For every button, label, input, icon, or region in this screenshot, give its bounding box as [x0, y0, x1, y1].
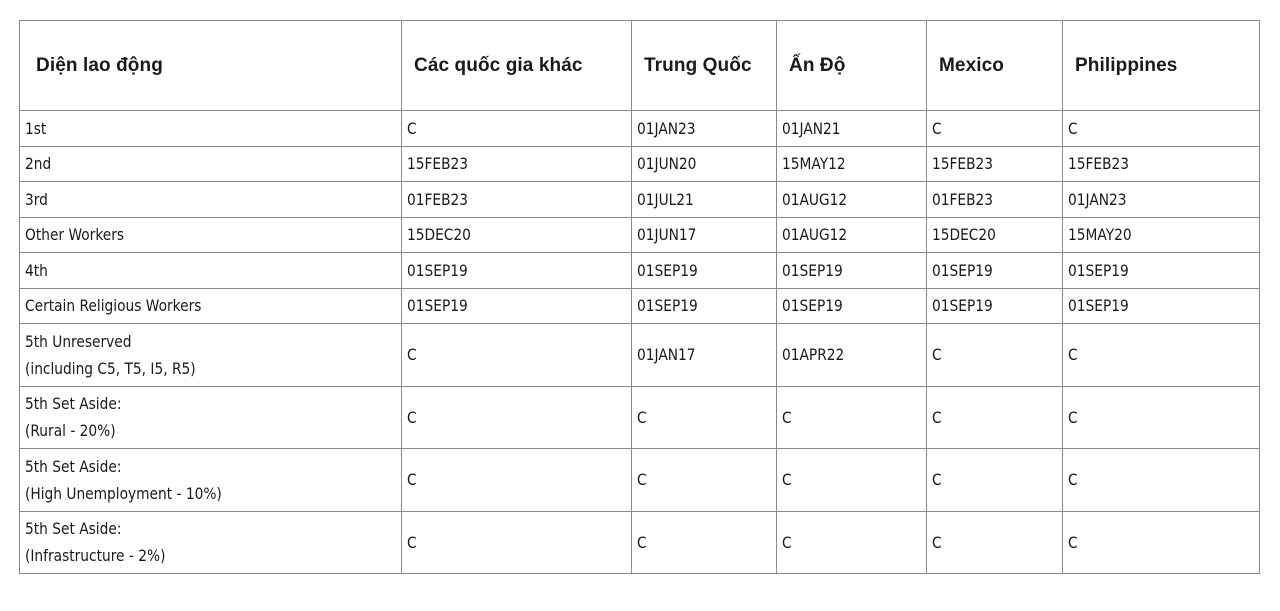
cell-value: 15FEB23	[932, 154, 994, 174]
cell-value: 01AUG12	[782, 189, 848, 209]
cell-mexico	[927, 253, 1063, 289]
cell-other-countries	[402, 146, 632, 182]
cell-china	[632, 386, 777, 449]
row-category	[20, 111, 402, 147]
cell-china	[632, 511, 777, 574]
cell-value: C	[1068, 470, 1078, 490]
cell-mexico	[927, 288, 1063, 324]
row-category-line: 5th Unreserved	[25, 331, 132, 351]
cell-value: C	[932, 532, 942, 552]
cell-value: 01JUN20	[637, 154, 697, 174]
cell-philippines	[1063, 511, 1260, 574]
row-category	[20, 253, 402, 289]
cell-value: C	[637, 532, 647, 552]
cell-mexico	[927, 146, 1063, 182]
cell-other-countries	[402, 511, 632, 574]
cell-china	[632, 324, 777, 387]
cell-india	[777, 288, 927, 324]
cell-china	[632, 253, 777, 289]
cell-other-countries	[402, 449, 632, 512]
cell-china	[632, 217, 777, 253]
cell-value: C	[407, 118, 417, 138]
row-category-line: 1st	[25, 118, 47, 138]
row-category-text	[25, 328, 196, 382]
cell-value: 01JAN17	[637, 345, 696, 365]
row-category-text	[25, 257, 48, 284]
row-category-line: (Infrastructure - 2%)	[25, 546, 166, 566]
cell-value: C	[407, 532, 417, 552]
cell-value: 01SEP19	[407, 296, 468, 316]
cell-philippines	[1063, 146, 1260, 182]
cell-value: 01APR22	[782, 345, 845, 365]
cell-value: C	[782, 470, 792, 490]
row-category-text	[25, 150, 51, 177]
cell-value: C	[1068, 407, 1078, 427]
cell-philippines	[1063, 217, 1260, 253]
cell-philippines	[1063, 288, 1260, 324]
row-category	[20, 511, 402, 574]
table-row	[20, 253, 1260, 289]
cell-value: 01JUL21	[637, 189, 694, 209]
header-philippines: Philippines	[1063, 21, 1260, 111]
cell-india	[777, 449, 927, 512]
row-category-line: Other Workers	[25, 225, 125, 245]
cell-mexico	[927, 324, 1063, 387]
cell-value: 01SEP19	[1068, 296, 1129, 316]
row-category-text	[25, 390, 121, 444]
header-india: Ấn Độ	[777, 21, 927, 111]
cell-value: C	[932, 470, 942, 490]
row-category-line: 5th Set Aside:	[25, 456, 122, 476]
table-row	[20, 449, 1260, 512]
table-body	[20, 111, 1260, 574]
row-category-line: 5th Set Aside:	[25, 519, 122, 539]
cell-mexico	[927, 182, 1063, 218]
cell-value: 01SEP19	[407, 260, 468, 280]
visa-bulletin-table	[19, 20, 1260, 574]
cell-mexico	[927, 449, 1063, 512]
cell-india	[777, 253, 927, 289]
cell-value: 01JAN21	[782, 118, 841, 138]
cell-value: 01SEP19	[637, 260, 698, 280]
cell-value: C	[1068, 532, 1078, 552]
row-category	[20, 217, 402, 253]
cell-mexico	[927, 217, 1063, 253]
cell-value: C	[407, 407, 417, 427]
cell-philippines	[1063, 111, 1260, 147]
cell-mexico	[927, 386, 1063, 449]
cell-value: 01AUG12	[782, 225, 848, 245]
cell-value: 01FEB23	[932, 189, 994, 209]
cell-philippines	[1063, 324, 1260, 387]
row-category-text	[25, 515, 165, 569]
cell-value: 01SEP19	[1068, 260, 1129, 280]
cell-philippines	[1063, 253, 1260, 289]
table-row	[20, 182, 1260, 218]
cell-mexico	[927, 511, 1063, 574]
cell-value: C	[407, 470, 417, 490]
cell-value: C	[932, 407, 942, 427]
cell-india	[777, 111, 927, 147]
cell-other-countries	[402, 182, 632, 218]
cell-value: 01FEB23	[407, 189, 469, 209]
cell-other-countries	[402, 288, 632, 324]
row-category-line: Certain Religious Workers	[25, 296, 202, 316]
header-category: Diện lao động	[20, 21, 402, 111]
cell-value: C	[1068, 118, 1078, 138]
row-category-line: 5th Set Aside:	[25, 394, 122, 414]
row-category	[20, 288, 402, 324]
cell-value: 15DEC20	[932, 225, 996, 245]
cell-value: 01SEP19	[782, 260, 843, 280]
cell-value: C	[407, 345, 417, 365]
cell-india	[777, 146, 927, 182]
cell-value: 01JUN17	[637, 225, 697, 245]
cell-value: 15FEB23	[407, 154, 469, 174]
row-category-text	[25, 292, 201, 319]
table-row	[20, 511, 1260, 574]
row-category-line: (including C5, T5, I5, R5)	[25, 358, 196, 378]
row-category	[20, 182, 402, 218]
row-category	[20, 449, 402, 512]
row-category-text	[25, 115, 46, 142]
table-row	[20, 324, 1260, 387]
visa-bulletin-table-container	[19, 20, 1260, 574]
header-other-countries: Các quốc gia khác	[402, 21, 632, 111]
cell-value: 01JAN23	[1068, 189, 1127, 209]
table-header-row	[20, 21, 1260, 111]
cell-philippines	[1063, 182, 1260, 218]
cell-value: 01SEP19	[932, 260, 993, 280]
cell-value: 15FEB23	[1068, 154, 1130, 174]
cell-other-countries	[402, 111, 632, 147]
cell-india	[777, 182, 927, 218]
row-category-line: (Rural - 20%)	[25, 421, 116, 441]
cell-value: 01SEP19	[782, 296, 843, 316]
cell-india	[777, 217, 927, 253]
table-row	[20, 288, 1260, 324]
row-category	[20, 324, 402, 387]
cell-india	[777, 511, 927, 574]
cell-value: 15DEC20	[407, 225, 471, 245]
cell-china	[632, 182, 777, 218]
cell-value: C	[637, 470, 647, 490]
row-category-text	[25, 186, 48, 213]
row-category-text	[25, 221, 124, 248]
cell-value: C	[782, 407, 792, 427]
row-category	[20, 146, 402, 182]
cell-mexico	[927, 111, 1063, 147]
cell-value: C	[932, 118, 942, 138]
cell-other-countries	[402, 253, 632, 289]
cell-other-countries	[402, 217, 632, 253]
header-china: Trung Quốc	[632, 21, 777, 111]
cell-value: C	[932, 345, 942, 365]
cell-philippines	[1063, 386, 1260, 449]
cell-other-countries	[402, 324, 632, 387]
cell-value: C	[782, 532, 792, 552]
header-mexico: Mexico	[927, 21, 1063, 111]
cell-china	[632, 449, 777, 512]
cell-value: 01JAN23	[637, 118, 696, 138]
cell-value: C	[1068, 345, 1078, 365]
cell-value: 15MAY12	[782, 154, 846, 174]
row-category-line: 3rd	[25, 189, 48, 209]
cell-value: 15MAY20	[1068, 225, 1132, 245]
cell-india	[777, 324, 927, 387]
table-row	[20, 111, 1260, 147]
cell-value: 01SEP19	[637, 296, 698, 316]
cell-china	[632, 288, 777, 324]
cell-value: 01SEP19	[932, 296, 993, 316]
row-category-line: 2nd	[25, 154, 52, 174]
cell-value: C	[637, 407, 647, 427]
table-row	[20, 146, 1260, 182]
row-category-line: 4th	[25, 260, 48, 280]
row-category	[20, 386, 402, 449]
cell-other-countries	[402, 386, 632, 449]
row-category-text	[25, 453, 222, 507]
table-row	[20, 386, 1260, 449]
cell-china	[632, 111, 777, 147]
cell-china	[632, 146, 777, 182]
row-category-line: (High Unemployment - 10%)	[25, 483, 222, 503]
table-row	[20, 217, 1260, 253]
cell-india	[777, 386, 927, 449]
cell-philippines	[1063, 449, 1260, 512]
